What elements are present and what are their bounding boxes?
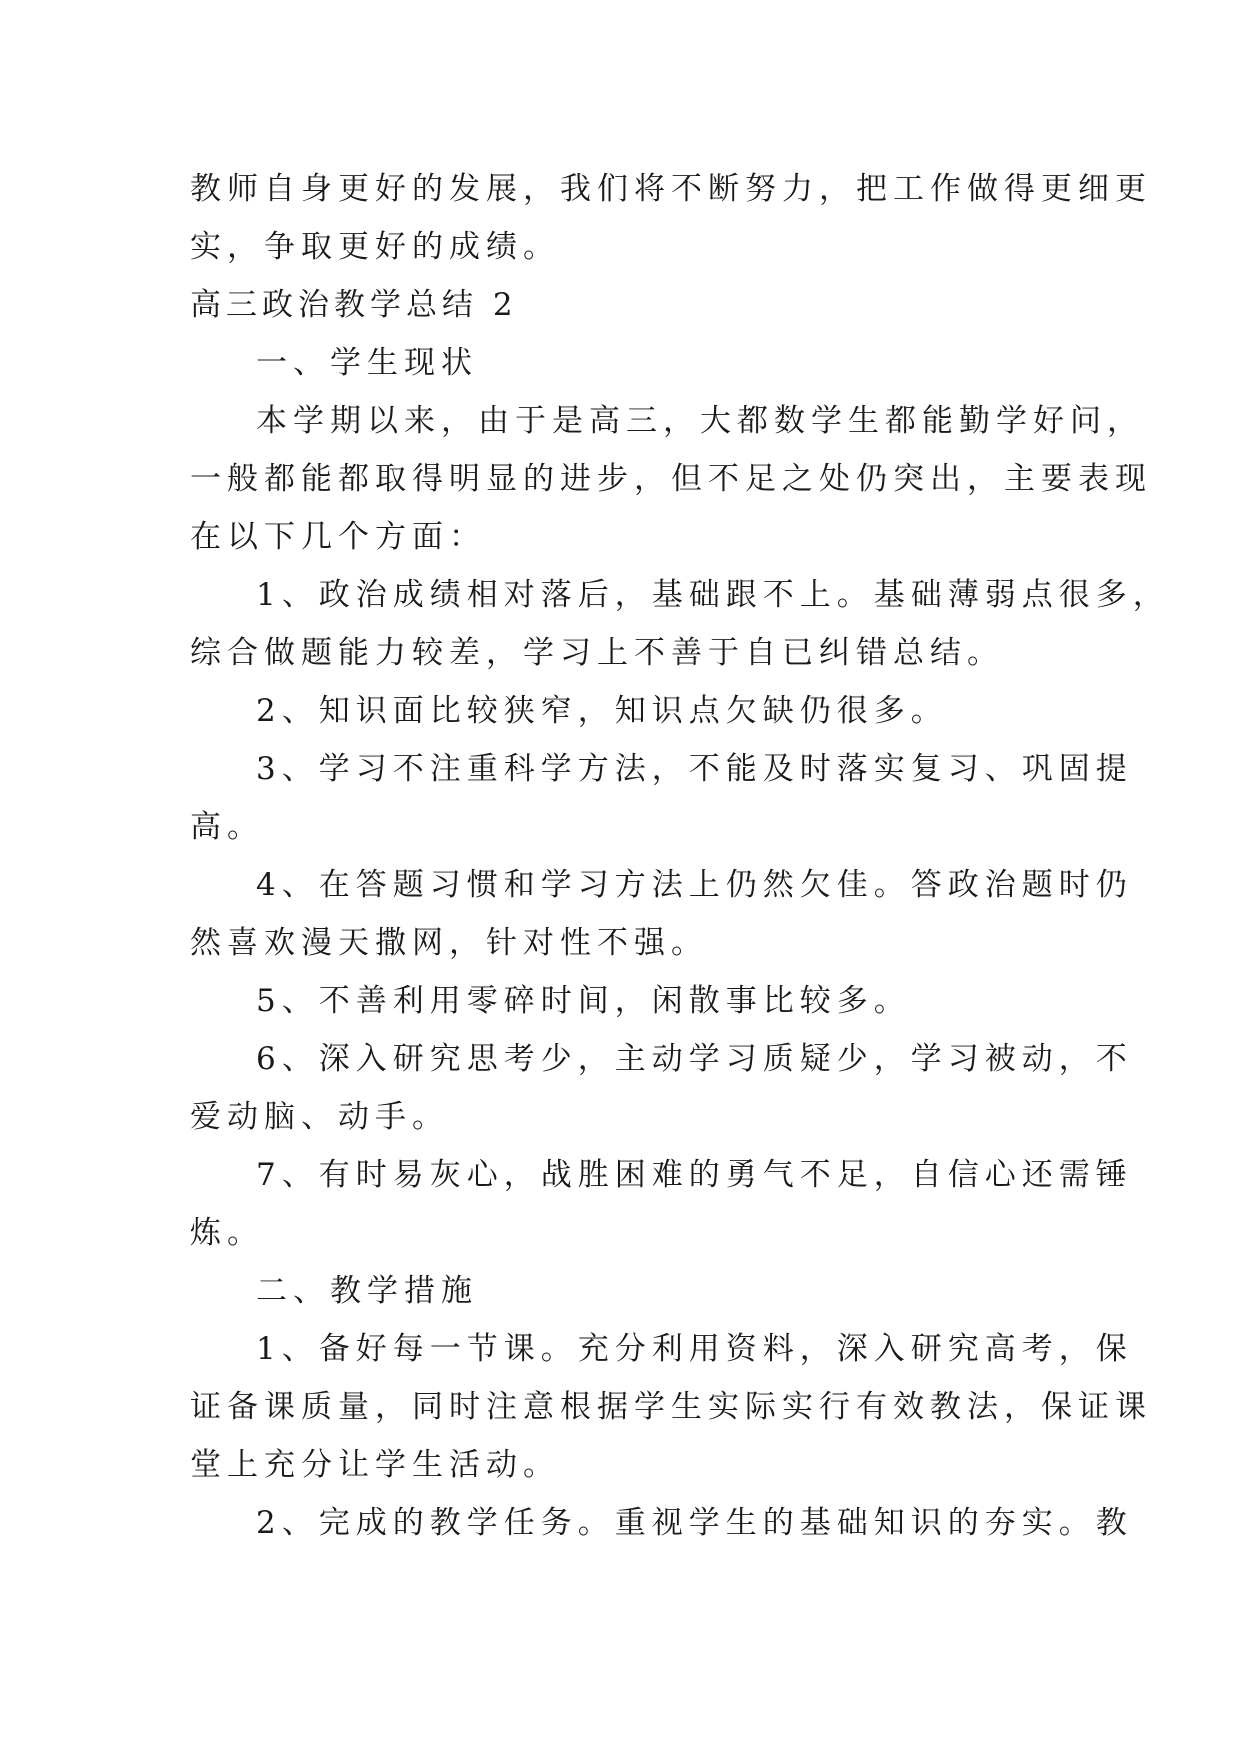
paragraph-line: 爱动脑、动手。 bbox=[190, 1099, 449, 1135]
paragraph-line: 在以下几个方面： bbox=[190, 519, 486, 555]
paragraph-line: 本学期以来，由于是高三，大都数学生都能勤学好问， bbox=[256, 403, 1144, 439]
paragraph-line: 证备课质量，同时注意根据学生实际实行有效教法，保证课 bbox=[190, 1389, 1152, 1425]
section-title: 高三政治教学总结 2 bbox=[190, 287, 518, 323]
list-item: 7、有时易灰心，战胜困难的勇气不足，自信心还需锤 bbox=[256, 1157, 1133, 1193]
paragraph-line: 堂上充分让学生活动。 bbox=[190, 1447, 560, 1483]
paragraph-line: 实，争取更好的成绩。 bbox=[190, 229, 560, 265]
list-item: 2、完成的教学任务。重视学生的基础知识的夯实。教 bbox=[256, 1505, 1133, 1541]
list-item: 5、不善利用零碎时间，闲散事比较多。 bbox=[256, 983, 911, 1019]
paragraph-line: 教师自身更好的发展，我们将不断努力，把工作做得更细更 bbox=[190, 171, 1152, 207]
paragraph-line: 炼。 bbox=[190, 1215, 264, 1251]
subsection-heading: 一、学生现状 bbox=[256, 345, 478, 381]
list-item: 1、备好每一节课。充分利用资料，深入研究高考，保 bbox=[256, 1331, 1133, 1367]
paragraph-line: 综合做题能力较差，学习上不善于自已纠错总结。 bbox=[190, 635, 1004, 671]
list-item: 3、学习不注重科学方法，不能及时落实复习、巩固提 bbox=[256, 751, 1133, 787]
list-item: 4、在答题习惯和学习方法上仍然欠佳。答政治题时仍 bbox=[256, 867, 1133, 903]
subsection-heading: 二、教学措施 bbox=[256, 1273, 478, 1309]
list-item: 1、政治成绩相对落后，基础跟不上。基础薄弱点很多， bbox=[256, 577, 1170, 613]
paragraph-line: 高。 bbox=[190, 809, 264, 845]
list-item: 6、深入研究思考少，主动学习质疑少，学习被动，不 bbox=[256, 1041, 1133, 1077]
paragraph-line: 然喜欢漫天撒网，针对性不强。 bbox=[190, 925, 708, 961]
paragraph-line: 一般都能都取得明显的进步，但不足之处仍突出，主要表现 bbox=[190, 461, 1152, 497]
document-page bbox=[190, 160, 1170, 1552]
list-item: 2、知识面比较狭窄，知识点欠缺仍很多。 bbox=[256, 693, 948, 729]
